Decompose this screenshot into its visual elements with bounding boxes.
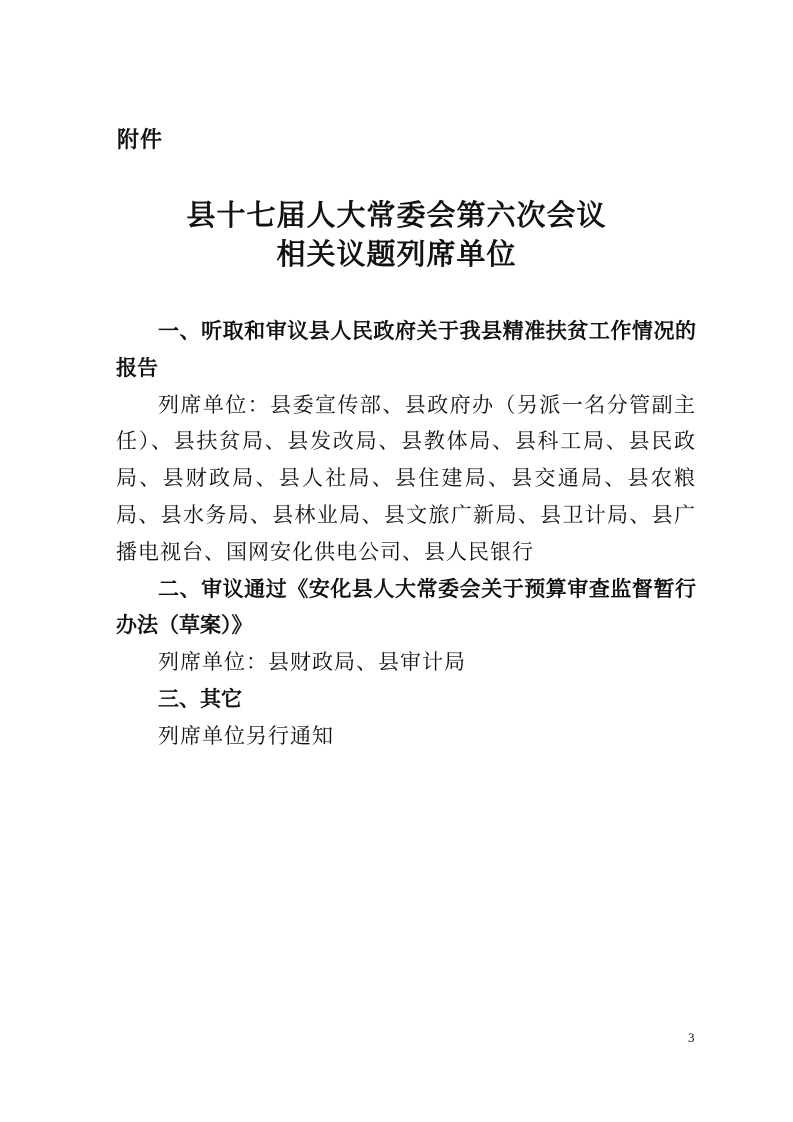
attachment-label: 附件 — [117, 128, 164, 153]
section-1-attendees: 列席单位：县委宣传部、县政府办（另派一名分管副主任）、县扶贫局、县发改局、县教体局、县科工局、县民政局、县财政局、县人社局、县住建局、县交通局、县农粮局、县水务局、县林业局、县文旅广新局、县卫计局、县广播电视台、国网安化供电公司、县人民银行 — [116, 392, 696, 564]
document-body — [116, 313, 696, 755]
page-number: 3 — [688, 1030, 695, 1045]
section-3-attendees: 列席单位另行通知 — [158, 723, 334, 748]
section-2-heading: 二、审议通过《安化县人大常委会关于预算审查监督暂行办法（草案）》 — [116, 576, 696, 638]
section-2-attendees: 列席单位：县财政局、县审计局 — [158, 650, 466, 675]
document-title-line-1: 县十七届人大常委会第六次会议 — [186, 198, 607, 232]
section-1-heading: 一、听取和审议县人民政府关于我县精准扶贫工作情况的报告 — [116, 319, 696, 380]
document-title-line-2: 相关议题列席单位 — [276, 237, 517, 271]
section-3-heading: 三、其它 — [158, 686, 242, 711]
